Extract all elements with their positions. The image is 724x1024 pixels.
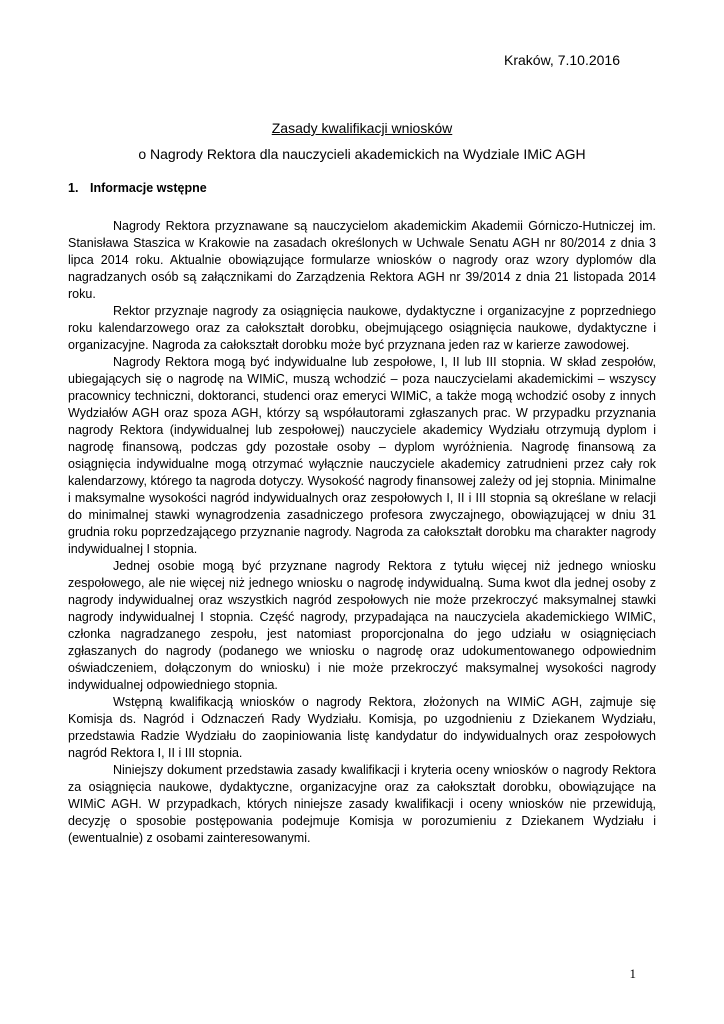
document-title: Zasady kwalifikacji wniosków <box>271 120 453 136</box>
paragraph: Nagrody Rektora przyznawane są nauczycielom akademickim Akademii Górniczo-Hutniczej im. Stanisława Staszica w Krakowie na zasadach określonych w Uchwale Senatu AGH nr 80/2014 z dnia 3 lipca 2014 roku. Aktualnie obowiązujące formularze wniosków o nagrody oraz wzory dyplomów dla nagradzanych osób są załącznikami do Zarządzenia Rektora AGH nr 39/2014 z dnia 21 listopada 2014 roku. <box>68 219 656 301</box>
paragraph: Nagrody Rektora mogą być indywidualne lub zespołowe, I, II lub III stopnia. W skład zespołów, ubiegających się o nagrodę na WIMiC, muszą wchodzić – poza nauczycielami akademickimi – wszyscy pracownicy techniczni, doktoranci, studenci oraz emeryci WIMiC, a także mogą wchodzić osoby z innych Wydziałów AGH oraz spoza AGH, którzy są współautorami zgłaszanych prac. W przypadku przyznania nagrody Rektora (indywidualnej lub zespołowej) nauczyciele akademicy Wydziału otrzymują dyplom i nagrodę finansową, podczas gdy pozostałe osoby – dyplom wyróżnienia. Nagrodę finansową za osiągnięcia indywidualne mogą otrzymać wyłącznie nauczyciele akademicy zatrudnieni przez cały rok kalendarzowy, którego ta nagroda dotyczy. Wysokość nagrody finansowej zależy od jej stopnia. Minimalne i maksymalne wysokości nagród indywidualnych oraz zespołowych I, II i III stopnia są określane w relacji do minimalnej stawki wynagrodzenia zasadniczego profesora zwyczajnego, obowiązującej w dniu 31 grudnia roku poprzedzającego przyznanie nagrody. Nagroda za całokształt dorobku ma charakter nagrody indywidualnej I stopnia. <box>68 355 656 556</box>
section-body <box>68 218 656 847</box>
document-subtitle: o Nagrody Rektora dla nauczycieli akademickich na Wydziale IMiC AGH <box>138 146 586 162</box>
paragraph: Rektor przyznaje nagrody za osiągnięcia naukowe, dydaktyczne i organizacyjne z poprzedniego roku kalendarzowego oraz za całokształt dorobku, obejmującego osiągnięcia naukowe, dydaktyczne i organizacyjne. Nagroda za całokształt dorobku może być przyznana jeden raz w karierze zawodowej. <box>68 304 656 352</box>
paragraph: Wstępną kwalifikacją wniosków o nagrody Rektora, złożonych na WIMiC AGH, zajmuje się Komisja ds. Nagród i Odznaczeń Rady Wydziału. Komisja, po uzgodnieniu z Dziekanem Wydziału, przedstawia Radzie Wydziału do zaopiniowania listę kandydatur do indywidualnych oraz zespołowych nagród Rektora I, II i III stopnia. <box>68 695 656 760</box>
page-number: 1 <box>629 966 636 981</box>
paragraph: Jednej osobie mogą być przyznane nagrody Rektora z tytułu więcej niż jednego wniosku zespołowego, ale nie więcej niż jednego wniosku o nagrodę indywidualną. Suma kwot dla jednej osoby z nagrody indywidualnej oraz wszystkich nagród zespołowych nie może przekroczyć maksymalnej stawki nagrody indywidualnej I stopnia. Część nagrody, przypadająca na nauczyciela akademickiego WIMiC, członka nagradzanego zespołu, jest natomiast proporcjonalna do jego udziału w osiągnięciach zgłaszanych do nagrody (podanego we wniosku o nagrodę oraz udokumentowanego odpowiednim oświadczeniem, dołączonym do wniosku) i nie może przekroczyć maksymalnej wysokości nagrody indywidualnej odpowiedniego stopnia. <box>68 559 656 692</box>
document-date: Kraków, 7.10.2016 <box>504 52 620 68</box>
section-heading <box>68 181 207 195</box>
paragraph: Niniejszy dokument przedstawia zasady kwalifikacji i kryteria oceny wniosków o nagrody Rektora za osiągnięcia naukowe, dydaktyczne, organizacyjne oraz za całokształt dorobku, obowiązujące na WIMiC AGH. W przypadkach, których niniejsze zasady kwalifikacji i oceny wniosków nie przewidują, decyzję o sposobie postępowania podejmuje Komisja w porozumieniu z Dziekanem Wydziału i (ewentualnie) z osobami zainteresowanymi. <box>68 763 656 845</box>
section-number: 1. <box>68 181 79 195</box>
section-title: Informacje wstępne <box>90 181 207 195</box>
